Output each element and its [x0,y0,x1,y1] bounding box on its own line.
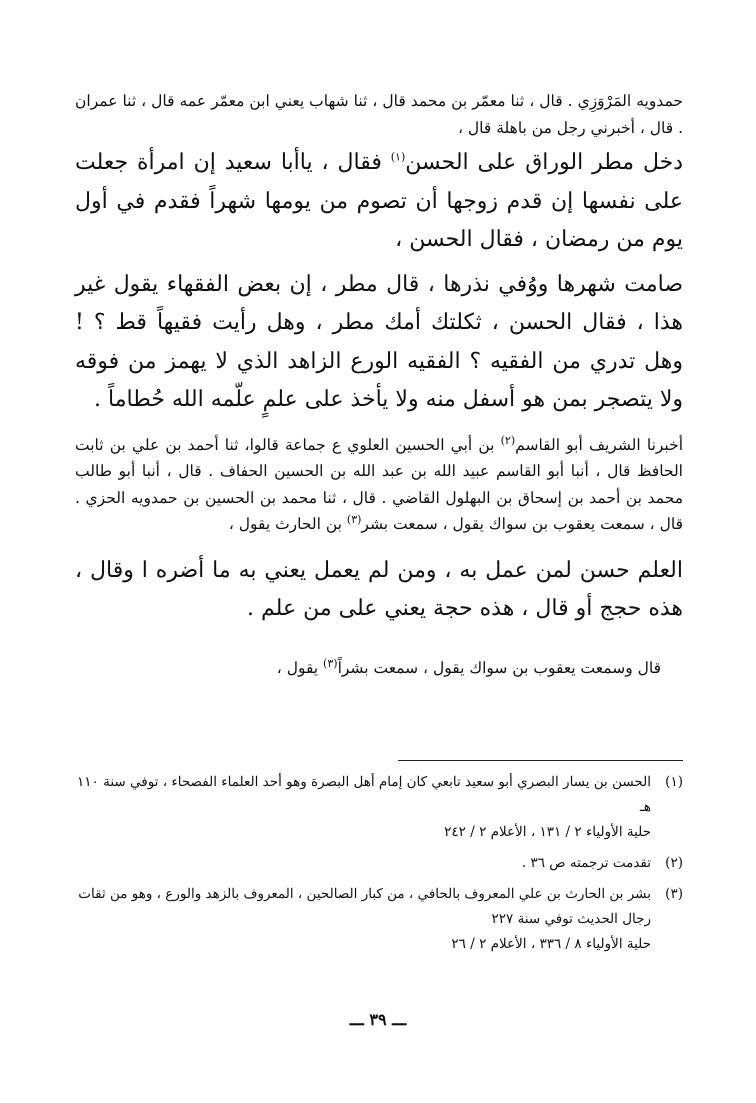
footnotes [75,770,683,963]
footnote-number: (٢) [665,855,683,871]
footnote-line: بشر بن الحارث بن علي المعروف بالحافي ، من كبار الصالحين ، المعروف بالزهد والورع ، وهو من ثقات رجال الحديث توفي سنة ٢٢٧ [78,886,651,927]
footnote-line: الحسن بن يسار البصري أبو سعيد تابعي كان إمام أهل البصرة وهو أحد العلماء الفصحاء ، توفي سنة ١١٠ هـ [77,774,651,815]
footnote-body [75,851,651,876]
footnote-line: حلية الأولياء ٨ / ٣٣٦ ، الأعلام ٢ / ٢٦ [451,936,651,952]
footnote-number: (١) [665,774,683,790]
isnad-2-text-middle: بن أبي الحسين العلوي ع جماعة قالوا، ثنا أحمد بن علي بن ثابت الحافظ قال ، أنبا أبو القاسم عبيد الله بن عبد الله بن الحسين الحفاف . قال ، أنبا أبو طالب محمد بن أحمد بن إسحاق بن البهلول القاضي . قال ، ثنا محمد بن الحسين بن حمدويه الحزي . قال ، سمعت يعقوب بن سواك يقول ، سمعت بشر [75,435,683,533]
isnad-2-text-after: بن الحارث يقول ، [228,515,347,533]
footnote-3 [75,882,683,957]
footnote-2 [75,851,683,876]
paragraph-1-text-before: دخل مطر الوراق على الحسن [405,150,683,175]
isnad-3-text-after: يقول ، [276,658,324,677]
footnote-number: (٣) [665,886,683,902]
isnad-3-text-before: قال وسمعت يعقوب بن سواك يقول ، سمعت بشراً [337,658,661,677]
footnote-ref-3[interactable]: (٣) [346,512,362,526]
paragraph-1 [75,144,683,260]
isnad-chain-1: حمدويه المَرْوَزِي . قال ، ثنا معمّر بن محمد قال ، ثنا شهاب يعني ابن معمّر عمه قال ، ثنا عمران . قال ، أخبرني رجل من باهلة قال ، [75,92,683,137]
footnote-ref-1[interactable]: (١) [390,150,406,164]
paragraph-1-text-after: فقال ، ياأبا سعيد إن امرأة جعلت على نفسها إن قدم زوجها أن تصوم من يومها شهراً فقدم في أول يوم من رمضان ، فقال الحسن ، [75,150,683,252]
footnote-ref-3b[interactable]: (٣) [323,656,338,670]
footnote-separator [398,760,683,761]
footnote-1 [75,770,683,845]
paragraph-3: العلم حسن لمن عمل به ، ومن لم يعمل يعني به ما أضره ا وقال ، هذه حجج أو قال ، هذه حجة يعني على من علم . [75,557,683,621]
footnote-line: تقدمت ترجمته ص ٣٦ . [521,855,651,871]
footnote-line: حلية الأولياء ٢ / ١٣١ ، الأعلام ٢ / ٢٤٢ [444,824,651,840]
isnad-2-text-before: أخبرنا الشريف أبو القاسم [515,435,684,454]
page-body [75,88,683,682]
footnote-ref-2[interactable]: (٢) [500,433,516,447]
page-number: ـــ ٣٩ ـــ [349,1010,407,1029]
footnote-body [75,770,651,845]
footnote-body [75,882,651,957]
paragraph-2: صامت شهرها ووُفي نذرها ، قال مطر ، إن بعض الفقهاء يقول غير هذا ، فقال الحسن ، ثكلتك أمك مطر ، وهل رأيت فقيهاً قط ؟ ! وهل تدري من الفقيه ؟ الفقيه الورع الزاهد الذي لا يهمز من فوقه ولا يتصجر بمن هو أسفل منه ولا يأخذ على علمٍ علّمه الله حُطاماً . [75,271,683,412]
isnad-chain-3 [75,655,683,682]
isnad-chain-2 [75,432,683,538]
